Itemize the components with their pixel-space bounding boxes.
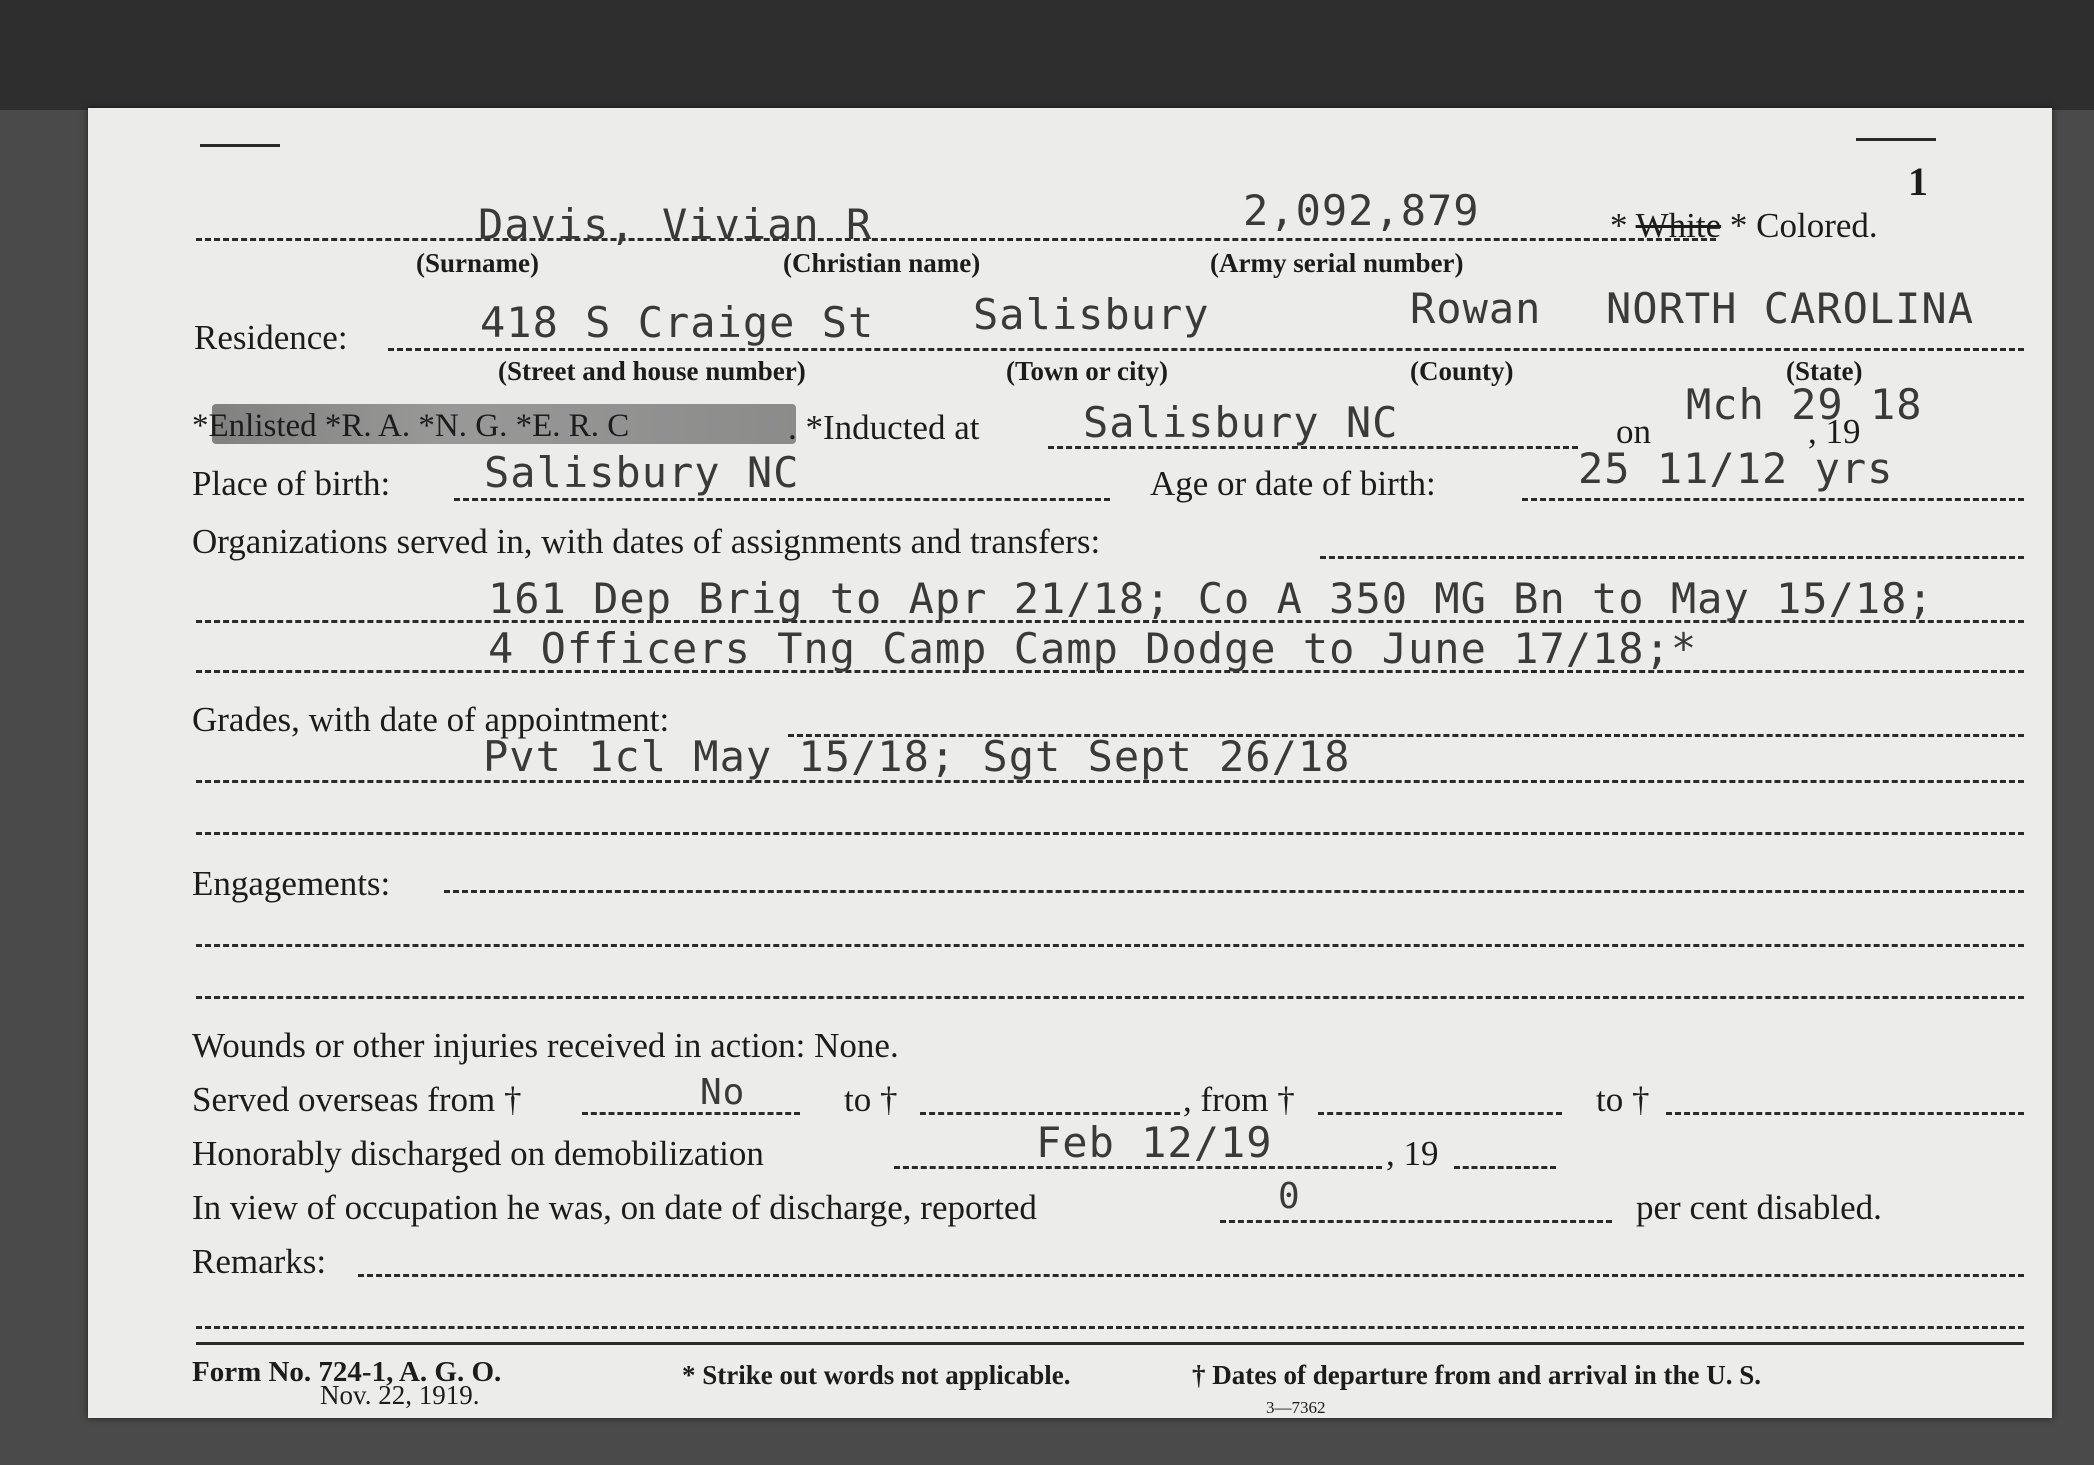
discharge-year-label: , 19	[1386, 1134, 1439, 1173]
engagements-label: Engagements:	[192, 864, 391, 903]
inducted-at-value: Salisbury NC	[1083, 398, 1399, 447]
induct-year-value: 18	[1870, 380, 1923, 429]
corner-mark-left	[200, 144, 280, 147]
race-prefix: *	[1610, 206, 1636, 245]
form-number: Form No. 724-1, A. G. O.	[192, 1356, 502, 1388]
label-christian: (Christian name)	[783, 248, 981, 278]
induct-date-value: Mch 29	[1686, 380, 1844, 429]
overseas-value: No	[700, 1072, 746, 1113]
service-record-card	[88, 108, 2052, 1418]
discharge-label: Honorably discharged on demobilization	[192, 1134, 764, 1173]
county-value: Rowan	[1410, 284, 1542, 333]
engagements-line-1	[196, 944, 2024, 947]
on-label: on	[1616, 412, 1651, 451]
to-line	[920, 1112, 1180, 1115]
scan-background-top	[0, 0, 2094, 110]
enlisted-options: *Enlisted *R. A. *N. G. *E. R. C	[192, 408, 630, 444]
label-street: (Street and house number)	[498, 356, 806, 386]
race-field	[1610, 206, 1878, 246]
disabled-value: 0	[1278, 1176, 1301, 1217]
to-label: to †	[844, 1080, 898, 1119]
grades-line-2	[196, 832, 2024, 835]
remarks-line-1	[196, 1326, 2024, 1329]
label-county: (County)	[1410, 356, 1514, 386]
wounds-label: Wounds or other injuries received in action: None.	[192, 1026, 899, 1065]
serial-value: 2,092,879	[1243, 186, 1480, 235]
footnote-strike: * Strike out words not applicable.	[682, 1360, 1071, 1390]
pob-label: Place of birth:	[192, 464, 391, 503]
print-code: 3—7362	[1266, 1398, 1326, 1417]
state-value: NORTH CAROLINA	[1606, 284, 1975, 333]
to-label-2: to †	[1596, 1080, 1650, 1119]
pob-line	[454, 498, 1110, 501]
induct-year-prefix: , 19	[1808, 412, 1861, 451]
inducted-label: . *Inducted at	[788, 408, 980, 447]
street-value: 418 S Craige St	[480, 298, 875, 347]
org-line-0	[1320, 556, 2024, 559]
engagements-line-2	[196, 996, 2024, 999]
name-value: Davis, Vivian R	[478, 200, 873, 249]
overseas-label: Served overseas from †	[192, 1080, 522, 1119]
org-value-2: 4 Officers Tng Camp Camp Dodge to June 17/18;*	[488, 624, 1698, 673]
town-value: Salisbury	[973, 290, 1210, 339]
age-label: Age or date of birth:	[1150, 464, 1436, 503]
remarks-line-0	[358, 1274, 2024, 1277]
age-value: 25 11/12 yrs	[1578, 444, 1894, 493]
org-value-1: 161 Dep Brig to Apr 21/18; Co A 350 MG Bn to May 15/18;	[488, 574, 1934, 623]
footer-rule	[196, 1342, 2024, 1345]
age-line	[1522, 498, 2024, 501]
label-state: (State)	[1786, 356, 1863, 386]
page-number: 1	[1908, 159, 1928, 204]
from-line	[1318, 1112, 1562, 1115]
pob-value: Salisbury NC	[484, 448, 800, 497]
disabled-suffix: per cent disabled.	[1636, 1188, 1882, 1227]
discharge-year-line	[1454, 1166, 1556, 1169]
to-line-2	[1666, 1112, 2024, 1115]
corner-mark-right	[1856, 138, 1936, 141]
label-surname: (Surname)	[416, 248, 539, 278]
discharge-date-value: Feb 12/19	[1036, 1118, 1273, 1167]
overseas-from-line	[582, 1112, 800, 1115]
from-label: , from †	[1183, 1080, 1295, 1119]
disabled-label: In view of occupation he was, on date of discharge, reported	[192, 1188, 1037, 1227]
engagements-line-0	[444, 890, 2024, 893]
remarks-label: Remarks:	[192, 1242, 327, 1281]
race-colored: * Colored.	[1729, 206, 1878, 245]
org-label: Organizations served in, with dates of assignments and transfers:	[192, 522, 1101, 561]
name-line	[196, 238, 1716, 241]
label-serial: (Army serial number)	[1210, 248, 1464, 278]
residence-line	[388, 348, 2024, 351]
disabled-line	[1220, 1220, 1612, 1223]
footnote-dates: † Dates of departure from and arrival in the U. S.	[1192, 1360, 1761, 1390]
form-date: Nov. 22, 1919.	[320, 1380, 480, 1410]
residence-label: Residence:	[194, 318, 348, 357]
grades-label: Grades, with date of appointment:	[192, 700, 670, 739]
grades-value: Pvt 1cl May 15/18; Sgt Sept 26/18	[483, 732, 1351, 781]
race-white: White	[1635, 206, 1722, 245]
label-town: (Town or city)	[1006, 356, 1168, 386]
